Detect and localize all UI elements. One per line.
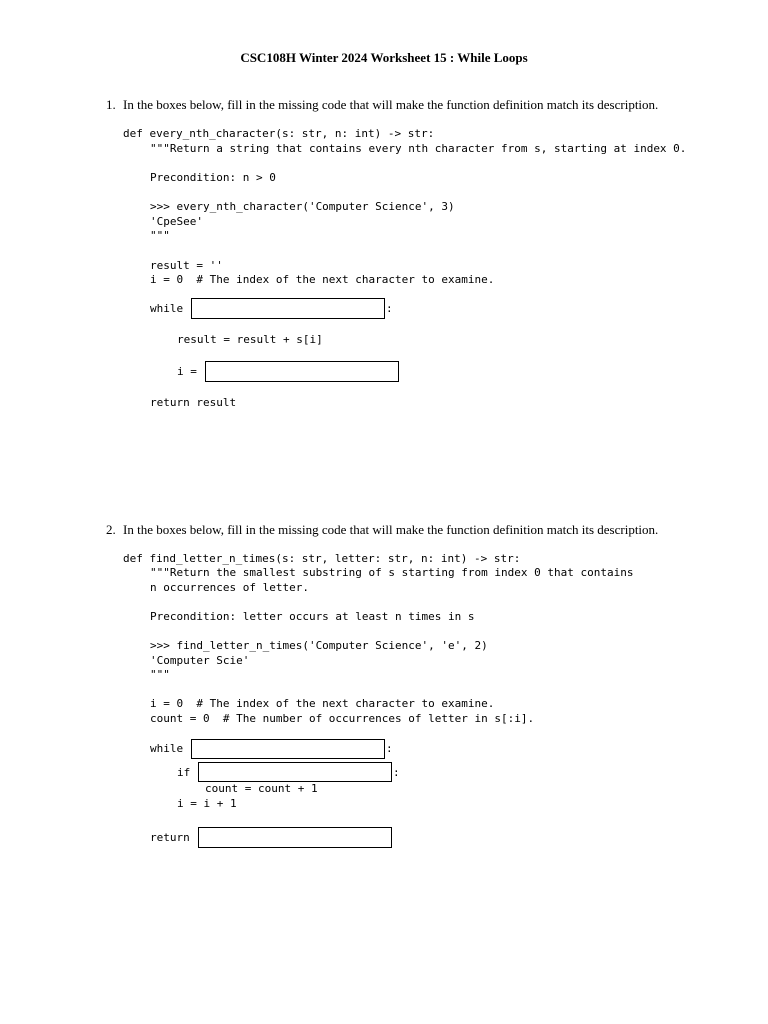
q1-while-condition-box[interactable] — [191, 298, 385, 319]
q2-i-init: i = 0 # The index of the next character to examine. — [150, 697, 495, 710]
question-2-number: 2. — [106, 522, 116, 537]
q2-def-line: def find_letter_n_times(s: str, letter: str, n: int) -> str: — [123, 552, 521, 565]
q2-docstring-end: """ — [150, 668, 170, 681]
q1-docstring-end: """ — [150, 229, 170, 242]
q1-while-keyword: while — [150, 302, 184, 315]
q1-i-init: i = 0 # The index of the next character to examine. — [150, 273, 495, 286]
q2-count-increment: count = count + 1 — [205, 782, 318, 795]
q1-example-call: >>> every_nth_character('Computer Science', 3) — [150, 200, 455, 213]
q2-example-result: 'Computer Scie' — [150, 654, 250, 667]
q1-while-colon: : — [386, 302, 393, 315]
question-2-instruction: In the boxes below, fill in the missing code that will make the function definition match its description. — [123, 522, 659, 537]
q1-docstring-line: """Return a string that contains every nth character from s, starting at index 0. — [150, 142, 687, 155]
q2-return-box[interactable] — [198, 827, 392, 848]
q2-if-condition-box[interactable] — [198, 762, 392, 782]
q1-i-assign-label: i = — [177, 365, 197, 378]
q2-return-keyword: return — [150, 831, 190, 844]
q2-docstring-line-2: n occurrences of letter. — [150, 581, 309, 594]
q2-if-keyword: if — [177, 766, 191, 779]
q1-precondition: Precondition: n > 0 — [150, 171, 276, 184]
q2-count-init: count = 0 # The number of occurrences of letter in s[:i]. — [150, 712, 535, 725]
q2-precondition: Precondition: letter occurs at least n times in s — [150, 610, 475, 623]
q1-example-result: 'CpeSee' — [150, 215, 203, 228]
q2-while-keyword: while — [150, 742, 184, 755]
q1-i-update-box[interactable] — [205, 361, 399, 382]
question-1-instruction: In the boxes below, fill in the missing code that will make the function definition match its description. — [123, 97, 659, 112]
q2-docstring-line-1: """Return the smallest substring of s starting from index 0 that contains — [150, 566, 634, 579]
q1-return-line: return result — [150, 396, 237, 409]
q2-i-increment: i = i + 1 — [177, 797, 237, 810]
page-title: CSC108H Winter 2024 Worksheet 15 : While Loops — [240, 50, 528, 65]
q1-def-line: def every_nth_character(s: str, n: int) -> str: — [123, 127, 435, 140]
q2-while-condition-box[interactable] — [191, 739, 385, 759]
q1-loop-body: result = result + s[i] — [177, 333, 323, 346]
question-1-number: 1. — [106, 97, 116, 112]
q2-while-colon: : — [386, 742, 393, 755]
q1-result-init: result = '' — [150, 259, 223, 272]
q2-if-colon: : — [393, 766, 400, 779]
q2-example-call: >>> find_letter_n_times('Computer Science', 'e', 2) — [150, 639, 488, 652]
